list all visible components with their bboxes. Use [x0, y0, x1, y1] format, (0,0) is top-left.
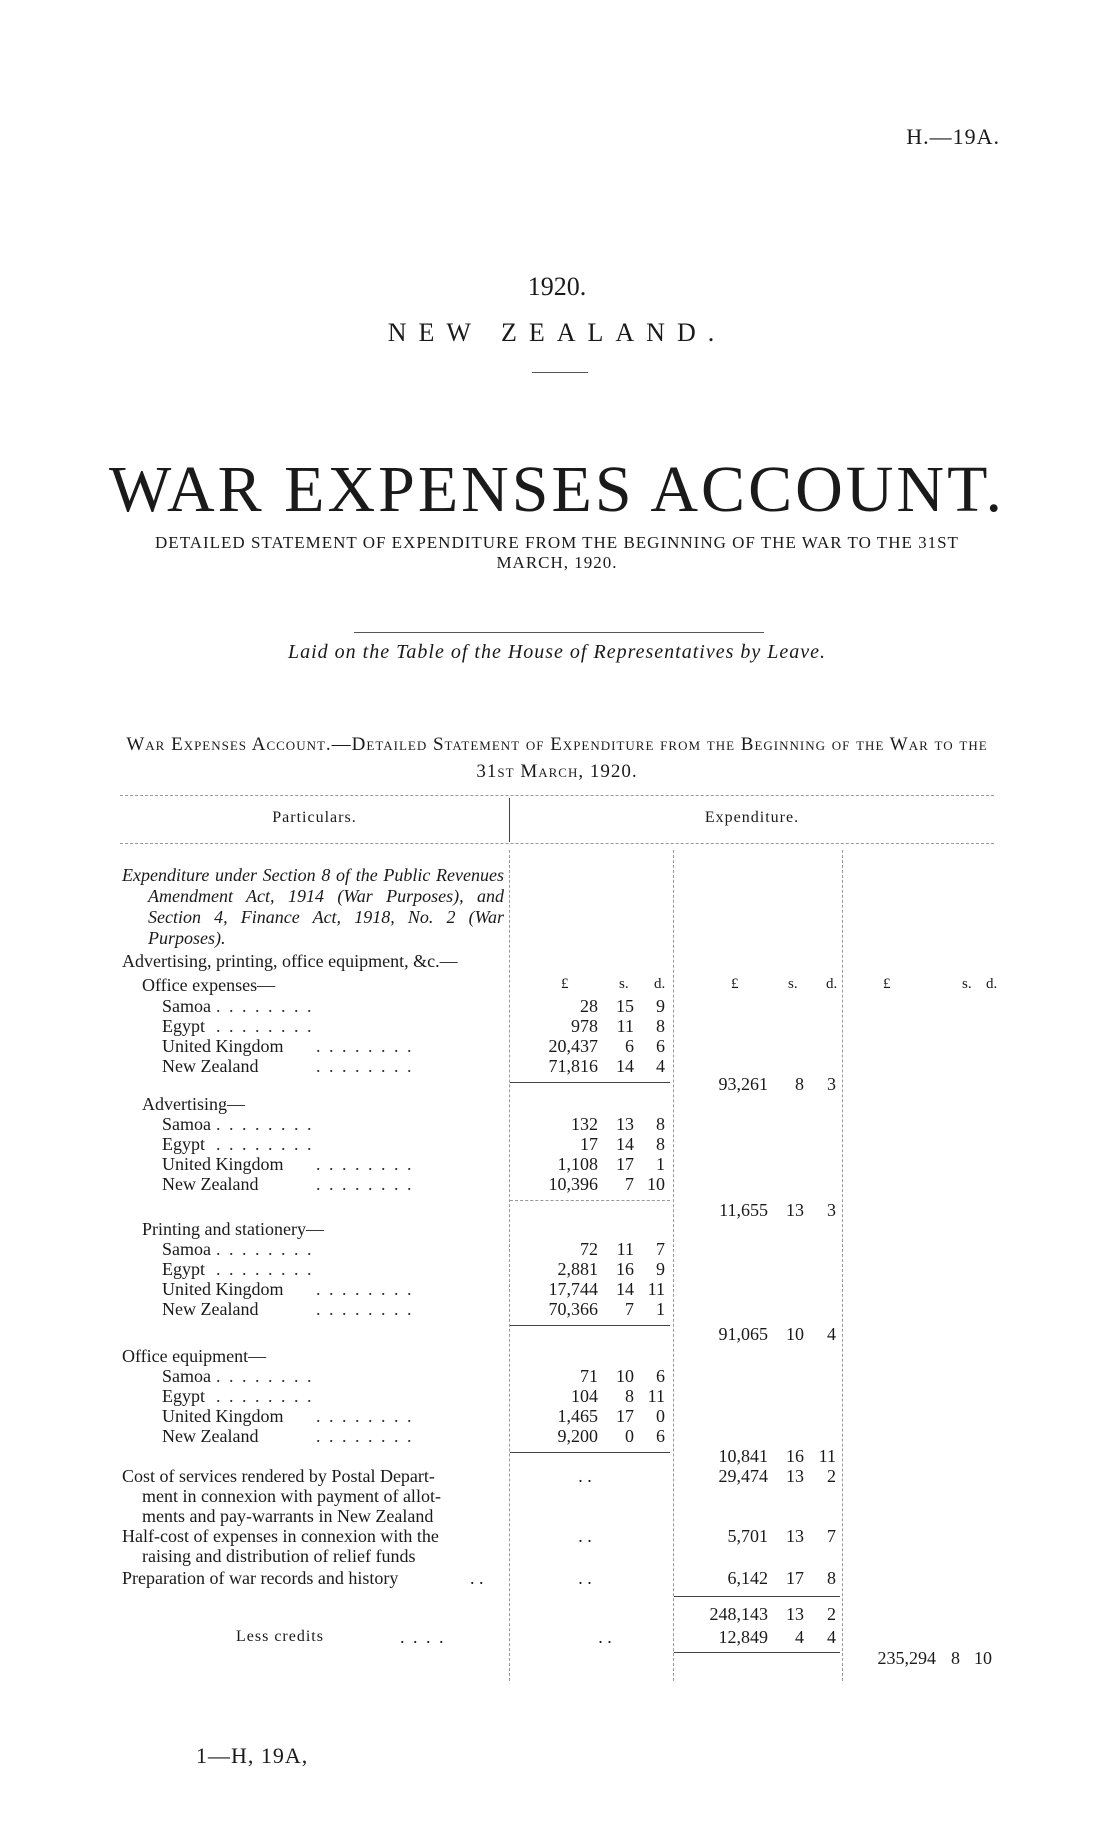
amount-pounds: 29,474	[718, 1466, 768, 1486]
amount-pounds: 104	[571, 1386, 598, 1406]
amount-pounds: 28	[580, 996, 598, 1016]
row-label: New Zealand	[162, 1426, 259, 1446]
document-reference: H.—19A.	[906, 124, 1000, 149]
row-label: United Kingdom	[162, 1406, 284, 1426]
amount-pence: 8	[827, 1568, 836, 1588]
amount-shillings: 14	[616, 1279, 634, 1299]
amount-pence: 6	[656, 1366, 665, 1386]
amount-pounds: 71,816	[548, 1056, 598, 1076]
group-heading: Advertising—	[142, 1094, 245, 1114]
net-total-pence: 10	[974, 1648, 992, 1668]
table-heading: War Expenses Account.—Detailed Statement of Expenditure from the Beginning of the War to the 31st March, 1920.	[126, 734, 988, 782]
table-row	[0, 1114, 1114, 1134]
amount-pounds: 9,200	[557, 1426, 598, 1446]
subtotal-row	[0, 1200, 1114, 1220]
amount-shillings: 14	[616, 1134, 634, 1154]
amount-pounds: 978	[571, 1016, 598, 1036]
unit-pounds: £	[731, 976, 739, 992]
row-label-continued: raising and distribution of relief funds	[142, 1546, 416, 1566]
total-pence: 2	[827, 1604, 836, 1624]
amount-shillings: 8	[625, 1386, 634, 1406]
table-row	[0, 1568, 1114, 1588]
amount-shillings: 7	[625, 1174, 634, 1194]
leader-dots: . . . . . . . .	[316, 1154, 414, 1174]
amount-shillings: 17	[616, 1406, 634, 1426]
amount-pounds: 6,142	[727, 1568, 768, 1588]
subtotal-pence: 3	[827, 1074, 836, 1094]
less-credits-label: Less credits	[236, 1628, 324, 1645]
amount-pence: 10	[647, 1174, 665, 1194]
amount-pounds: 71	[580, 1366, 598, 1386]
unit-shillings: s.	[788, 976, 798, 992]
amount-shillings: 11	[616, 1239, 634, 1259]
divider	[354, 632, 764, 633]
leader-dots: . . . . . . . .	[316, 1174, 414, 1194]
subtotal-pounds: 10,841	[718, 1446, 768, 1466]
table-row	[0, 1036, 1114, 1056]
row-label: United Kingdom	[162, 1279, 284, 1299]
amount-placeholder: . .	[578, 1466, 592, 1486]
amount-shillings: 17	[786, 1568, 804, 1588]
row-label: United Kingdom	[162, 1036, 284, 1056]
row-label: Egypt	[162, 1016, 205, 1036]
subtotal-row	[0, 1446, 1114, 1466]
row-label: Egypt	[162, 1134, 205, 1154]
table-row	[0, 1259, 1114, 1279]
table-row	[0, 1174, 1114, 1194]
subtotal-shillings: 8	[795, 1074, 804, 1094]
credits-pounds: 12,849	[718, 1627, 768, 1647]
unit-pounds: £	[561, 976, 569, 992]
amount-shillings: 16	[616, 1259, 634, 1279]
amount-pence: 8	[656, 1114, 665, 1134]
row-label: New Zealand	[162, 1299, 259, 1319]
amount-pence: 9	[656, 1259, 665, 1279]
amount-pounds: 1,108	[557, 1154, 598, 1174]
leader-dots: . . . . . . . .	[316, 1036, 414, 1056]
amount-pounds: 72	[580, 1239, 598, 1259]
amount-shillings: 10	[616, 1366, 634, 1386]
row-label-continued: ments and pay-warrants in New Zealand	[142, 1506, 434, 1526]
subtotal-shillings: 13	[786, 1200, 804, 1220]
subtotal-pounds: 93,261	[718, 1074, 768, 1094]
amount-pounds: 17,744	[548, 1279, 598, 1299]
table-row	[0, 1406, 1114, 1426]
row-label: New Zealand	[162, 1056, 259, 1076]
table-row	[0, 1239, 1114, 1259]
column-header-expenditure: Expenditure.	[704, 809, 800, 826]
subtotal-pence: 4	[827, 1324, 836, 1344]
group-heading: Office expenses—	[142, 975, 276, 995]
amount-pence: 4	[656, 1056, 665, 1076]
footer-reference: 1—H, 19A,	[196, 1743, 309, 1768]
table-row	[0, 1056, 1114, 1076]
amount-pounds: 1,465	[557, 1406, 598, 1426]
amount-pence: 8	[656, 1016, 665, 1036]
row-label: Samoa	[162, 1366, 211, 1386]
row-label: Egypt	[162, 1259, 205, 1279]
table-row	[0, 1386, 1114, 1406]
amount-pence: 7	[656, 1239, 665, 1259]
amount-pounds: 132	[571, 1114, 598, 1134]
table-row	[0, 1366, 1114, 1386]
subtotal-shillings: 16	[786, 1446, 804, 1466]
row-label: United Kingdom	[162, 1154, 284, 1174]
subtotal-pence: 11	[818, 1446, 836, 1466]
amount-pence: 11	[647, 1386, 665, 1406]
table-row	[0, 1154, 1114, 1174]
row-label: Samoa	[162, 996, 211, 1016]
table-top-rule	[120, 795, 994, 796]
subtotal-pence: 3	[827, 1200, 836, 1220]
amount-shillings: 6	[625, 1036, 634, 1056]
leader-dots: . .	[470, 1568, 484, 1588]
row-label: Samoa	[162, 1239, 211, 1259]
subtotal-pounds: 11,655	[719, 1200, 768, 1220]
year: 1920.	[527, 272, 587, 301]
total-rule	[674, 1596, 840, 1597]
amount-pence: 6	[656, 1036, 665, 1056]
leader-dots: . . . . . . . .	[216, 1016, 314, 1036]
leader-dots: . . . . . . . .	[316, 1056, 414, 1076]
amount-shillings: 14	[616, 1056, 634, 1076]
table-row	[0, 1426, 1114, 1446]
amount-placeholder: . .	[598, 1627, 612, 1647]
leader-dots: . . . . . . . .	[216, 996, 314, 1016]
group-heading: Printing and stationery—	[142, 1219, 324, 1239]
page-title: WAR EXPENSES ACCOUNT.	[108, 453, 1006, 526]
subtotal-row	[0, 1324, 1114, 1344]
amount-pence: 2	[827, 1466, 836, 1486]
leader-dots: . . . . . . . .	[216, 1386, 314, 1406]
amount-pence: 0	[656, 1406, 665, 1426]
table-row	[0, 1279, 1114, 1299]
amount-pounds: 17	[580, 1134, 598, 1154]
leader-dots: . . . . . . . .	[216, 1239, 314, 1259]
row-label: Egypt	[162, 1386, 205, 1406]
row-label: Preparation of war records and history	[122, 1568, 399, 1588]
leader-dots: . . . . . . . .	[316, 1279, 414, 1299]
statute-reference: Expenditure under Section 8 of the Public Revenues Amendment Act, 1914 (War Purposes), and Section 4, Finance Act, 1918, No. 2 (War Purposes).	[122, 865, 504, 948]
table-row	[0, 1134, 1114, 1154]
unit-pence: d.	[826, 976, 838, 992]
amount-shillings: 17	[616, 1154, 634, 1174]
table-row	[0, 1016, 1114, 1036]
amount-pounds: 2,881	[557, 1259, 598, 1279]
total-shillings: 13	[786, 1604, 804, 1624]
row-label: Cost of services rendered by Postal Depart-	[122, 1466, 435, 1486]
credits-shillings: 4	[795, 1627, 804, 1647]
amount-shillings: 13	[786, 1466, 804, 1486]
net-total-pounds: 235,294	[877, 1648, 936, 1668]
amount-placeholder: . .	[578, 1568, 592, 1588]
amount-shillings: 15	[616, 996, 634, 1016]
section-heading: Advertising, printing, office equipment, &c.—	[122, 951, 458, 971]
leader-dots: . . . . . . . .	[316, 1426, 414, 1446]
amount-pence: 1	[656, 1299, 665, 1319]
header-bottom-rule	[120, 843, 994, 844]
credits-pence: 4	[827, 1627, 836, 1647]
unit-pence: d.	[986, 976, 998, 992]
amount-shillings: 13	[786, 1526, 804, 1546]
leader-dots: . . . . . . . .	[216, 1134, 314, 1154]
divider	[532, 372, 588, 373]
table-row	[0, 996, 1114, 1016]
column-header-particulars: Particulars.	[272, 809, 357, 826]
table-row	[0, 1526, 1114, 1546]
amount-pounds: 5,701	[727, 1526, 768, 1546]
amount-pence: 8	[656, 1134, 665, 1154]
amount-pounds: 20,437	[548, 1036, 598, 1056]
unit-pounds: £	[883, 976, 891, 992]
amount-pence: 6	[656, 1426, 665, 1446]
subtotal-row	[0, 1074, 1114, 1094]
amount-pounds: 10,396	[548, 1174, 598, 1194]
unit-shillings: s.	[962, 976, 972, 992]
row-label: New Zealand	[162, 1174, 259, 1194]
amount-shillings: 0	[625, 1426, 634, 1446]
laid-notice: Laid on the Table of the House of Representatives by Leave.	[288, 641, 826, 663]
country: NEW ZEALAND.	[387, 318, 727, 347]
amount-pence: 11	[647, 1279, 665, 1299]
amount-pence: 9	[656, 996, 665, 1016]
leader-dots: . . . .	[400, 1627, 446, 1647]
table-row	[0, 1466, 1114, 1486]
unit-shillings: s.	[619, 976, 629, 992]
row-label-continued: ment in connexion with payment of allot-	[142, 1486, 441, 1506]
less-credits-row	[0, 1627, 1114, 1647]
leader-dots: . . . . . . . .	[216, 1114, 314, 1134]
page-subtitle: DETAILED STATEMENT OF EXPENDITURE FROM THE BEGINNING OF THE WAR TO THE 31ST MARCH, 1920.	[155, 533, 959, 572]
subtotal-shillings: 10	[786, 1324, 804, 1344]
leader-dots: . . . . . . . .	[316, 1406, 414, 1426]
amount-shillings: 11	[616, 1016, 634, 1036]
net-total-shillings: 8	[951, 1648, 960, 1668]
leader-dots: . . . . . . . .	[216, 1366, 314, 1386]
amount-shillings: 7	[625, 1299, 634, 1319]
leader-dots: . . . . . . . .	[216, 1259, 314, 1279]
subtotal-pounds: 91,065	[718, 1324, 768, 1344]
leader-dots: . . . . . . . .	[316, 1299, 414, 1319]
row-label: Samoa	[162, 1114, 211, 1134]
table-row	[0, 1299, 1114, 1319]
total-pounds: 248,143	[709, 1604, 768, 1624]
total-row	[0, 1604, 1114, 1624]
unit-pence: d.	[654, 976, 666, 992]
amount-pounds: 70,366	[548, 1299, 598, 1319]
amount-shillings: 13	[616, 1114, 634, 1134]
amount-pence: 7	[827, 1526, 836, 1546]
group-heading: Office equipment—	[122, 1346, 267, 1366]
row-label: Half-cost of expenses in connexion with the	[122, 1526, 439, 1546]
net-total-row	[0, 1648, 1114, 1668]
amount-pence: 1	[656, 1154, 665, 1174]
amount-placeholder: . .	[578, 1526, 592, 1546]
